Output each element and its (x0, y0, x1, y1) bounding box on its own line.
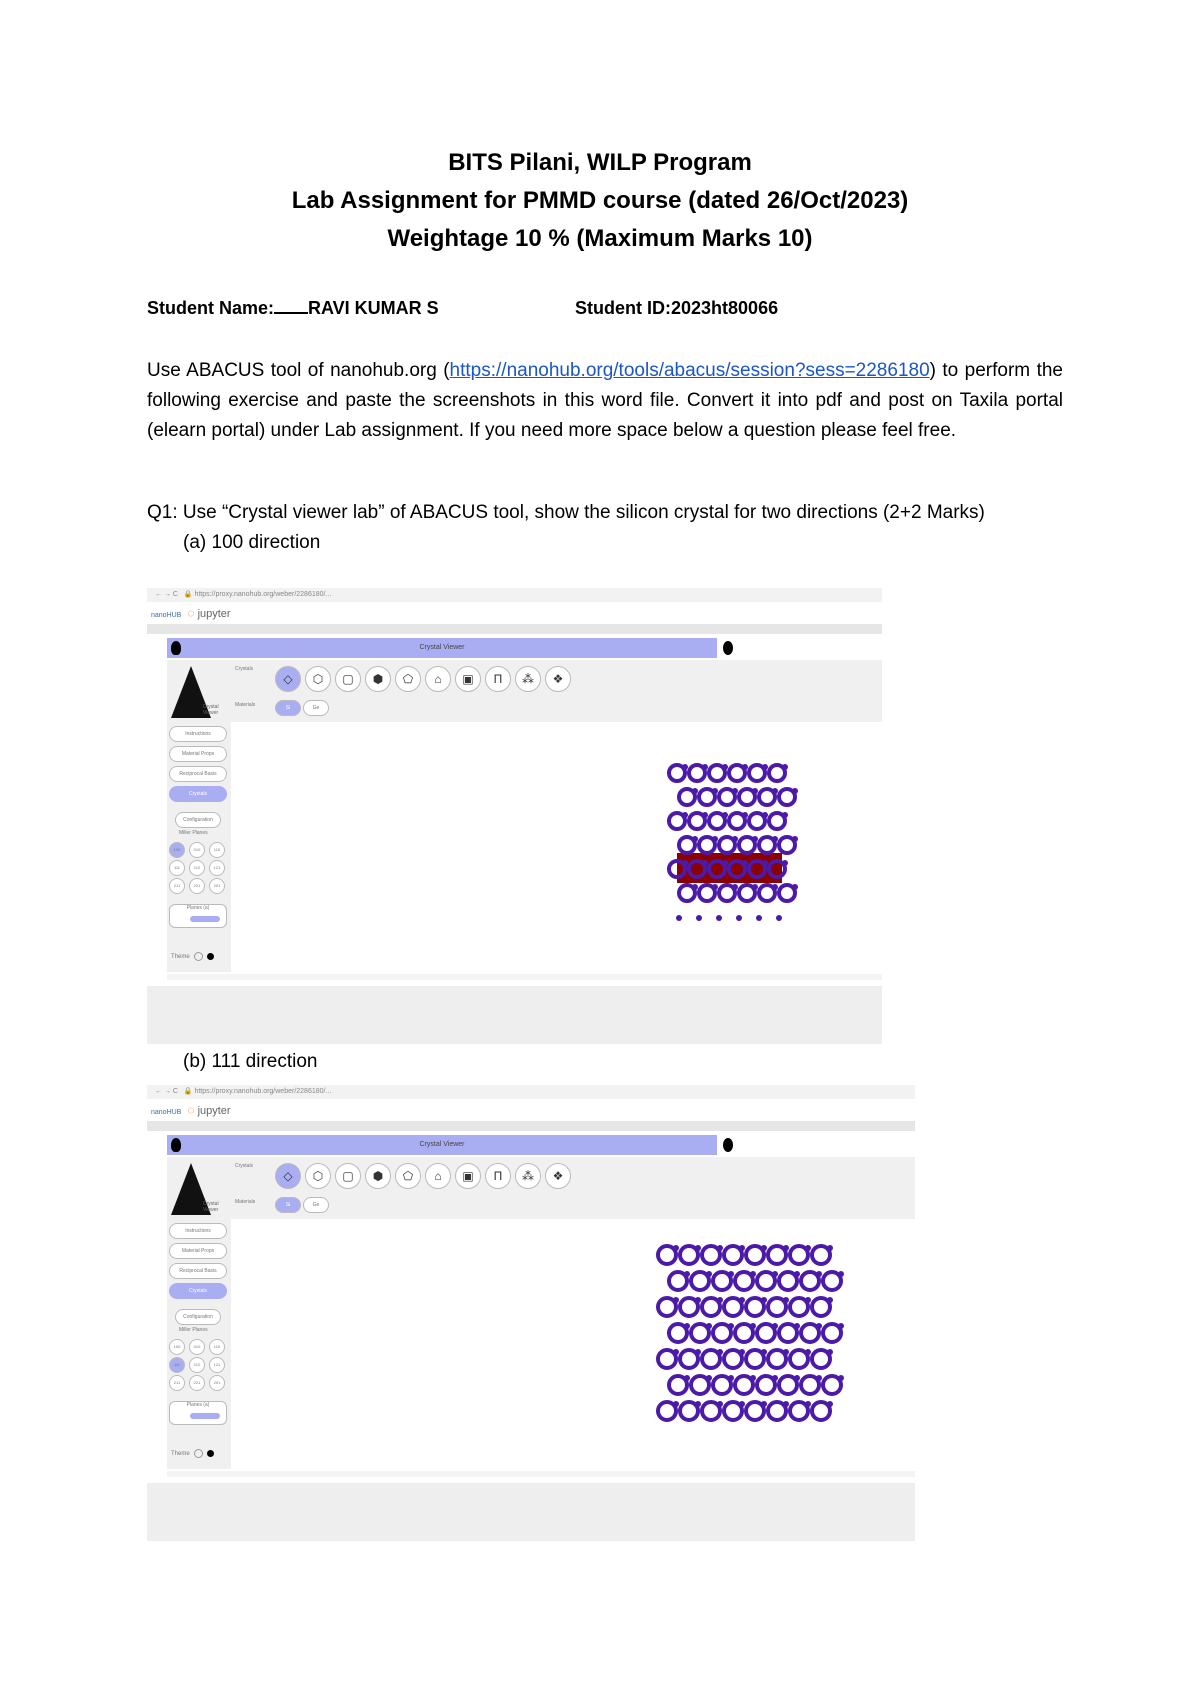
plane-112[interactable]: 112 (189, 860, 205, 876)
plane-100[interactable]: 100 (169, 1339, 185, 1355)
crystal-icon-10[interactable]: ❖ (545, 666, 571, 692)
atom (692, 884, 698, 890)
atom (772, 836, 778, 842)
crystal-atoms (658, 1245, 844, 1420)
logo-caption: Crystal Viewer (203, 1201, 219, 1213)
atom (722, 812, 728, 818)
atom (742, 812, 748, 818)
bottom-area (147, 1483, 915, 1541)
question-1b: (b) 111 direction (183, 1051, 318, 1072)
sidebar (167, 1157, 231, 1469)
plane-211[interactable]: 211 (169, 1375, 185, 1391)
jupyter-bar (147, 1099, 915, 1121)
atom (794, 1375, 800, 1381)
atom (716, 915, 722, 921)
atom (782, 764, 788, 770)
material-props-button[interactable]: Material Props (169, 746, 227, 762)
bottom-area (147, 986, 882, 1044)
instructions-pre: Use ABACUS tool of nanohub.org ( (147, 360, 450, 381)
material-ge[interactable]: Ge (303, 1197, 329, 1213)
atom (805, 1401, 811, 1407)
atom (684, 1375, 690, 1381)
atom (722, 860, 728, 866)
screenshot-111-direction (147, 1085, 915, 1541)
atom (756, 915, 762, 921)
atom (783, 1297, 789, 1303)
atom (732, 884, 738, 890)
atom (750, 1323, 756, 1329)
atom (706, 1271, 712, 1277)
silicon-crystal-111-view[interactable] (637, 1235, 867, 1445)
plane-010[interactable]: 010 (189, 1339, 205, 1355)
crystals-label: Crystals (235, 666, 254, 672)
atom (762, 812, 768, 818)
atom (805, 1297, 811, 1303)
crystal-icon-8[interactable]: Π (485, 666, 511, 692)
jupyter-label: jupyter (197, 608, 231, 620)
atom (676, 915, 682, 921)
atom (739, 1401, 745, 1407)
atom (717, 1245, 723, 1251)
material-ge[interactable]: Ge (303, 700, 329, 716)
atom (682, 860, 688, 866)
crystal-icon-7[interactable]: ▣ (455, 1163, 481, 1189)
header-line-3: Weightage 10 % (Maximum Marks 10) (387, 225, 813, 252)
plane-110[interactable]: 110 (209, 1339, 225, 1355)
crystals-button[interactable]: Crystals (169, 786, 227, 802)
plane-100[interactable]: 100 (169, 842, 185, 858)
app-title-bar (167, 1135, 717, 1155)
student-name-value: RAVI KUMAR S (308, 298, 439, 318)
plane-201[interactable]: 201 (209, 1375, 225, 1391)
atom (750, 1271, 756, 1277)
atom (816, 1375, 822, 1381)
atom (695, 1349, 701, 1355)
atom (783, 1349, 789, 1355)
screenshot-100-direction (147, 588, 882, 1044)
app-title: Crystal Viewer (419, 1141, 465, 1148)
atom (776, 915, 782, 921)
material-si[interactable]: Si (275, 700, 301, 716)
atom (695, 1297, 701, 1303)
crystal-icon-9[interactable]: ⁂ (515, 666, 541, 692)
app-icon (171, 641, 181, 655)
configuration-button[interactable]: Configuration (175, 812, 221, 828)
crystal-icon-6[interactable]: ⌂ (425, 666, 451, 692)
crystal-icon-4[interactable]: ⬢ (365, 666, 391, 692)
atom (762, 764, 768, 770)
slider-fill (190, 916, 220, 922)
abacus-link[interactable]: https://nanohub.org/tools/abacus/session?sess=2286180 (449, 360, 930, 381)
atom (750, 1375, 756, 1381)
atom (742, 860, 748, 866)
materials-label: Materials (235, 1199, 256, 1205)
student-id-value: 2023ht80066 (671, 298, 779, 318)
silicon-crystal-100-view[interactable] (657, 758, 807, 948)
browser-address-bar: ← → C 🔒 https://proxy.nanohub.org/weber/2286180/... (147, 1085, 915, 1100)
plane-121[interactable]: 121 (209, 1357, 225, 1373)
atom (805, 1245, 811, 1251)
atom (692, 836, 698, 842)
atom (752, 836, 758, 842)
crystals-label: Crystals (235, 1163, 254, 1169)
atom (794, 1271, 800, 1277)
browser-address-bar: ← → C 🔒 https://proxy.nanohub.org/weber/2286180/... (147, 588, 882, 603)
atom (728, 1271, 734, 1277)
atom (702, 860, 708, 866)
crystal-icon-3[interactable]: ▢ (335, 666, 361, 692)
atom (739, 1297, 745, 1303)
atom (772, 1271, 778, 1277)
theme-label: Theme (171, 1451, 190, 1458)
crystal-viewer-app (167, 638, 882, 972)
help-icon[interactable] (723, 1138, 733, 1152)
atom (772, 1375, 778, 1381)
slider-fill (190, 1413, 220, 1419)
atom (762, 860, 768, 866)
atom (695, 1401, 701, 1407)
atom (816, 1271, 822, 1277)
planes-slider[interactable] (169, 904, 227, 928)
atom (772, 1323, 778, 1329)
student-id-label: Student ID: (575, 298, 671, 318)
plane-111[interactable]: 111 (169, 1357, 185, 1373)
crystal-icon-4[interactable]: ⬢ (365, 1163, 391, 1189)
atom (684, 1323, 690, 1329)
plane-111[interactable]: 111 (169, 860, 185, 876)
app-title-bar (167, 638, 717, 658)
atom (792, 884, 798, 890)
atom (695, 1245, 701, 1251)
crystal-icon-6[interactable]: ⌂ (425, 1163, 451, 1189)
atom (827, 1349, 833, 1355)
atom (742, 764, 748, 770)
atom (838, 1271, 844, 1277)
nanohub-logo: nanoHUB (151, 1109, 182, 1116)
atom (772, 788, 778, 794)
theme-light-icon[interactable] (194, 1449, 203, 1458)
instructions-button[interactable]: Instructions (169, 1223, 227, 1239)
planes-label: Planes (a) (186, 905, 210, 911)
plane-010[interactable]: 010 (189, 842, 205, 858)
theme-dark-icon[interactable] (207, 953, 214, 960)
atom (717, 1297, 723, 1303)
crystal-icon-7[interactable]: ▣ (455, 666, 481, 692)
instructions-post: ) to perform the following exercise and paste the screenshots in this word file. Convert it into pdf and post on Taxila portal (elearn portal) under Lab assignment. If you need more space below a question please feel free. (147, 360, 1063, 441)
atom (761, 1401, 767, 1407)
diamond-icon[interactable]: ◇ (275, 1163, 301, 1189)
question-1: Q1: Use “Crystal viewer lab” of ABACUS tool, show the silicon crystal for two directions (2+2 Marks) (147, 502, 985, 523)
atom (728, 1323, 734, 1329)
atom (782, 860, 788, 866)
plane-221[interactable]: 221 (189, 1375, 205, 1391)
horizontal-scrollbar[interactable] (167, 1471, 915, 1477)
atom (827, 1401, 833, 1407)
header-line-2: Lab Assignment for PMMD course (dated 26/Oct/2023) (291, 187, 909, 214)
crystal-icon-3[interactable]: ▢ (335, 1163, 361, 1189)
atom (717, 1401, 723, 1407)
atom (736, 915, 742, 921)
crystal-icon-9[interactable]: ⁂ (515, 1163, 541, 1189)
crystal-icon-10[interactable]: ❖ (545, 1163, 571, 1189)
atom (702, 764, 708, 770)
theme-dark-icon[interactable] (207, 1450, 214, 1457)
jupyter-label: jupyter (197, 1105, 231, 1117)
atom (792, 788, 798, 794)
atom (673, 1297, 679, 1303)
atom (838, 1375, 844, 1381)
student-id-row (575, 298, 778, 319)
atom (739, 1245, 745, 1251)
atom (682, 812, 688, 818)
configuration-button[interactable]: Configuration (175, 1309, 221, 1325)
atom (805, 1349, 811, 1355)
crystal-icon-5[interactable]: ⬠ (395, 666, 421, 692)
plane-221[interactable]: 221 (189, 878, 205, 894)
student-info (147, 298, 1067, 322)
material-props-button[interactable]: Material Props (169, 1243, 227, 1259)
jupyter-bar (147, 602, 882, 624)
atom (673, 1245, 679, 1251)
student-name-label: Student Name: (147, 298, 275, 318)
miller-planes-label: Miller Planes (179, 830, 208, 836)
crystals-button[interactable]: Crystals (169, 1283, 227, 1299)
question-1a: (a) 100 direction (183, 532, 321, 553)
atom (783, 1401, 789, 1407)
crystal-atoms (669, 764, 798, 921)
crystal-icon-2[interactable]: ⬡ (305, 666, 331, 692)
reciprocal-basis-button[interactable]: Reciprocal Basis (169, 766, 227, 782)
underline (274, 298, 308, 314)
theme-light-icon[interactable] (194, 952, 203, 961)
plane-201[interactable]: 201 (209, 878, 225, 894)
atom (827, 1245, 833, 1251)
crystal-viewer-app (167, 1135, 915, 1469)
atom (702, 812, 708, 818)
atom (717, 1349, 723, 1355)
atom (712, 788, 718, 794)
atom (706, 1323, 712, 1329)
jupyter-icon: ◌ (187, 606, 195, 620)
app-title: Crystal Viewer (419, 644, 465, 651)
atom (752, 884, 758, 890)
atom (792, 836, 798, 842)
app-icon (171, 1138, 181, 1152)
planes-label: Planes (a) (186, 1402, 210, 1408)
toolbar (167, 1157, 915, 1219)
atom (673, 1349, 679, 1355)
atom (684, 1271, 690, 1277)
student-name-row (147, 298, 439, 319)
atom (783, 1245, 789, 1251)
theme-label: Theme (171, 954, 190, 961)
planes-slider[interactable] (169, 1401, 227, 1425)
atom (782, 812, 788, 818)
nanohub-logo: nanoHUB (151, 612, 182, 619)
atom (712, 836, 718, 842)
materials-label: Materials (235, 702, 256, 708)
diamond-icon[interactable]: ◇ (275, 666, 301, 692)
reciprocal-basis-button[interactable]: Reciprocal Basis (169, 1263, 227, 1279)
crystal-icon-2[interactable]: ⬡ (305, 1163, 331, 1189)
atom (732, 836, 738, 842)
atom (728, 1375, 734, 1381)
plane-112[interactable]: 112 (189, 1357, 205, 1373)
atom (761, 1245, 767, 1251)
jupyter-icon: ◌ (187, 1103, 195, 1117)
atom (692, 788, 698, 794)
atom (722, 764, 728, 770)
toolbar (167, 660, 882, 722)
atom (761, 1297, 767, 1303)
atom (696, 915, 702, 921)
atom (827, 1297, 833, 1303)
help-icon[interactable] (723, 641, 733, 655)
crystal-icon-5[interactable]: ⬠ (395, 1163, 421, 1189)
atom (816, 1323, 822, 1329)
horizontal-scrollbar[interactable] (167, 974, 882, 980)
theme-toggle[interactable] (171, 952, 214, 961)
atom (772, 884, 778, 890)
miller-planes-label: Miller Planes (179, 1327, 208, 1333)
atom (739, 1349, 745, 1355)
material-si[interactable]: Si (275, 1197, 301, 1213)
theme-toggle[interactable] (171, 1449, 214, 1458)
plane-121[interactable]: 121 (209, 860, 225, 876)
separator (147, 1121, 915, 1131)
atom (673, 1401, 679, 1407)
header-line-1: BITS Pilani, WILP Program (448, 149, 752, 176)
atom (682, 764, 688, 770)
crystal-icon-8[interactable]: Π (485, 1163, 511, 1189)
atom (706, 1375, 712, 1381)
separator (147, 624, 882, 634)
atom (838, 1323, 844, 1329)
atom (794, 1323, 800, 1329)
atom (712, 884, 718, 890)
atom (761, 1349, 767, 1355)
logo-caption: Crystal Viewer (203, 704, 219, 716)
plane-110[interactable]: 110 (209, 842, 225, 858)
instructions-paragraph (147, 356, 1063, 446)
plane-211[interactable]: 211 (169, 878, 185, 894)
atom (732, 788, 738, 794)
sidebar (167, 660, 231, 972)
atom (752, 788, 758, 794)
instructions-button[interactable]: Instructions (169, 726, 227, 742)
